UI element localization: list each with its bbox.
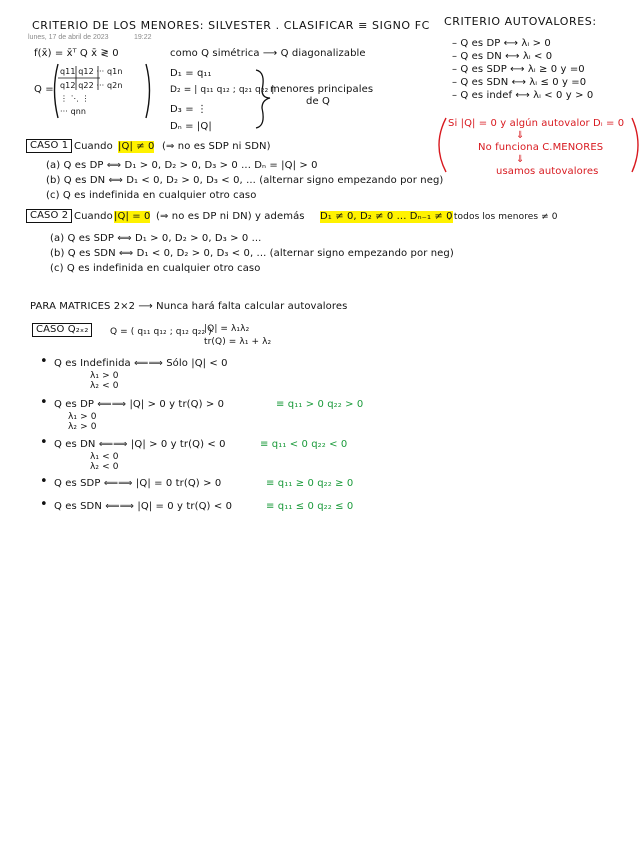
note-time: 19:22	[134, 34, 152, 41]
bullet-sub: λ₂ < 0	[90, 462, 119, 472]
red-note-line1: Si |Q| = 0 y algún autovalor Dᵢ = 0	[448, 118, 625, 129]
eigen-item: – Q es SDN ⟷ λᵢ ≤ 0 y =0	[452, 77, 587, 88]
eigen-item: – Q es SDP ⟷ λᵢ ≥ 0 y =0	[452, 64, 585, 75]
red-paren-left	[439, 118, 446, 172]
bullet-dp-green: ≡ q₁₁ > 0 q₂₂ > 0	[276, 399, 364, 410]
minor-d1: D₁ = q₁₁	[170, 68, 212, 79]
quadratic-form: f(x̄) = x̄ᵀ Q x̄ ≷ 0	[34, 48, 119, 59]
bullet-dot: •	[40, 497, 48, 512]
caso2-label: CASO 2	[26, 209, 72, 223]
red-note-line2: No funciona C.MENORES	[478, 142, 604, 153]
caso1-item: (c) Q es indefinida en cualquier otro caso	[46, 190, 257, 201]
eigen-item: – Q es indef ⟷ λᵢ < 0 y > 0	[452, 90, 594, 101]
caso2-item: (b) Q es SDN ⟺ D₁ < 0, D₂ > 0, D₃ < 0, ... (alternar signo empezando por neg)	[50, 248, 454, 259]
matrix-row: q11 q12 ··· q1n	[60, 67, 123, 76]
bullet-sub: λ₁ < 0	[90, 452, 119, 462]
det-relation: |Q| = λ₁λ₂	[204, 324, 250, 334]
caso1-label: CASO 1	[26, 139, 72, 153]
caso1-item: (b) Q es DN ⟺ D₁ < 0, D₂ > 0, D₃ < 0, ... (alternar signo empezando por neg)	[46, 175, 444, 186]
bullet-sub: λ₂ > 0	[68, 422, 97, 432]
matrix-row: ⋮ ⋱ ⋮	[60, 94, 90, 103]
bullet-sub: λ₁ > 0	[90, 371, 119, 381]
caso2-cond-post: (⇒ no es DP ni DN) y además	[156, 211, 305, 222]
caso1-highlight: |Q| ≠ 0	[118, 141, 155, 152]
bullet-dot: •	[40, 474, 48, 489]
red-note-arrow: ⇓	[516, 154, 525, 165]
eigen-item: – Q es DN ⟷ λᵢ < 0	[452, 51, 553, 62]
red-note-arrow: ⇓	[516, 130, 525, 141]
bullet-dot: •	[40, 435, 48, 450]
red-paren-right	[632, 118, 638, 172]
bullet-dp: Q es DP ⟸⟹ |Q| > 0 y tr(Q) > 0	[54, 399, 225, 410]
bullet-sdn-green: ≡ q₁₁ ≤ 0 q₂₂ ≤ 0	[266, 501, 354, 512]
caso2-highlight: |Q| = 0	[114, 211, 151, 222]
eigen-title: CRITERIO AUTOVALORES:	[444, 15, 597, 28]
page-title: CRITERIO DE LOS MENORES: SILVESTER . CLASIFICAR ≡ SIGNO FC	[32, 19, 430, 32]
bullet-sdp: Q es SDP ⟸⟹ |Q| = 0 tr(Q) > 0	[54, 478, 222, 489]
caso-q2x2-label: CASO Q₂ₓ₂	[32, 323, 92, 337]
bullet-indefinida: Q es Indefinida ⟸⟹ Sólo |Q| < 0	[54, 358, 228, 369]
matrix-row: q12 q22 ··· q2n	[60, 81, 123, 90]
caso1-cond-pre: Cuando	[74, 141, 113, 152]
minors-note-2: de Q	[306, 96, 330, 107]
bullet-sdp-green: ≡ q₁₁ ≥ 0 q₂₂ ≥ 0	[266, 478, 354, 489]
bullet-sub: λ₁ > 0	[68, 412, 97, 422]
bullet-dot: •	[40, 395, 48, 410]
q2x2-matrix: Q = ( q₁₁ q₁₂ ; q₁₂ q₂₂ )	[110, 327, 212, 337]
trace-relation: tr(Q) = λ₁ + λ₂	[204, 337, 272, 347]
red-note-line3: usamos autovalores	[496, 166, 599, 177]
section-2x2-title: PARA MATRICES 2×2 ⟶ Nunca hará falta calcular autovalores	[30, 301, 348, 312]
minor-d2: D₂ = | q₁₁ q₁₂ ; q₂₁ q₂₂ |	[170, 85, 275, 95]
caso2-cond-pre: Cuando	[74, 211, 113, 222]
minor-d3: D₃ = ⋮	[170, 104, 208, 115]
bullet-dn-green: ≡ q₁₁ < 0 q₂₂ < 0	[260, 439, 348, 450]
eigen-item: – Q es DP ⟷ λᵢ > 0	[452, 38, 551, 49]
caso2-highlight-minors: D₁ ≠ 0, D₂ ≠ 0 ... Dₙ₋₁ ≠ 0	[320, 211, 453, 222]
bullet-sdn: Q es SDN ⟸⟹ |Q| = 0 y tr(Q) < 0	[54, 501, 233, 512]
matrix-bracket-right	[146, 64, 150, 118]
minors-note: menores principales	[270, 84, 374, 95]
caso1-cond-post: (⇒ no es SDP ni SDN)	[162, 141, 271, 152]
bullet-sub: λ₂ < 0	[90, 381, 119, 391]
caso2-item: (a) Q es SDP ⟺ D₁ > 0, D₂ > 0, D₃ > 0 ...	[50, 233, 262, 244]
caso2-item: (c) Q es indefinida en cualquier otro caso	[50, 263, 261, 274]
matrix-label: Q =	[34, 84, 54, 95]
symmetric-note: como Q simétrica ⟶ Q diagonalizable	[170, 48, 366, 59]
caso1-item: (a) Q es DP ⟺ D₁ > 0, D₂ > 0, D₃ > 0 ... Dₙ = |Q| > 0	[46, 160, 318, 171]
bullet-dn: Q es DN ⟸⟹ |Q| > 0 y tr(Q) < 0	[54, 439, 226, 450]
minor-dn: Dₙ = |Q|	[170, 121, 212, 132]
note-date: lunes, 17 de abril de 2023	[28, 34, 109, 41]
matrix-row: ··· qnn	[60, 107, 87, 116]
bullet-dot: •	[40, 354, 48, 369]
minors-brace	[256, 70, 270, 128]
matrix-bracket-left	[55, 64, 59, 118]
caso2-cond-tail: , todos los menores ≠ 0	[448, 212, 558, 222]
